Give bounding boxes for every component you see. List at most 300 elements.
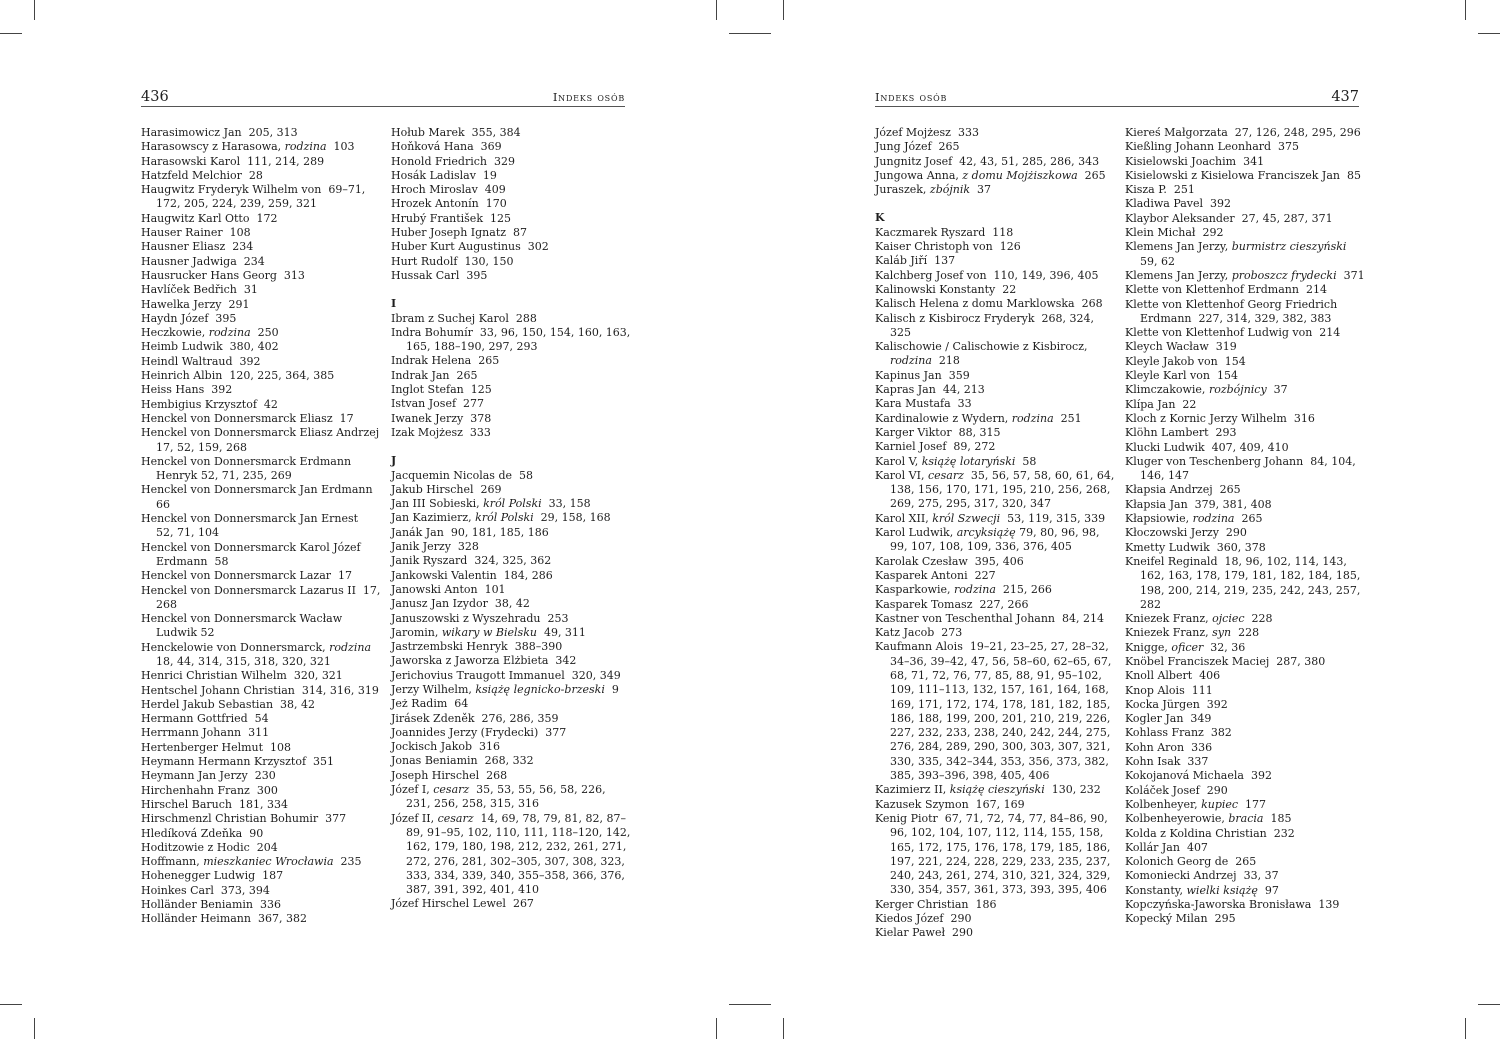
entry-text: Jacquemin Nicolas de 58 [391, 468, 533, 482]
entry-text: Heymann Hermann Krzysztof 351 [141, 755, 335, 769]
entry-pages: 37 [970, 183, 992, 197]
entry-text: Kasparek Antoni 227 [875, 568, 996, 582]
entry-text: Kastner von Teschenthal Johann 84, 214 [875, 611, 1104, 625]
entry-text: Kłapsia Andrzej 265 [1125, 483, 1241, 497]
entry-text: Haugwitz Karl Otto 172 [141, 211, 278, 225]
entry-note: oficer [1171, 640, 1204, 654]
index-entry [391, 155, 631, 169]
entry-text: Józef II, [391, 811, 438, 825]
entry-text: Hrubý František 125 [391, 211, 511, 225]
entry-note: książę lotaryński [921, 454, 1016, 468]
index-entry [875, 155, 1115, 169]
index-column [1125, 126, 1365, 927]
index-entry [1125, 855, 1365, 869]
entry-text: Kłoczowski Jerzy 290 [1125, 526, 1247, 540]
entry-text: Hohenegger Ludwig 187 [141, 869, 284, 883]
entry-text: Jockisch Jakob 316 [391, 740, 501, 754]
entry-pages: 79, 80, 96, 98, 99, 107, 108, 109, 336, 376, 405 [890, 526, 1104, 554]
entry-pages: 37 [1266, 383, 1288, 397]
entry-text: Hembigius Krzysztof 42 [141, 397, 278, 411]
index-entry [875, 412, 1115, 426]
index-entry [875, 926, 1115, 940]
index-entry [141, 612, 381, 641]
index-entry [1125, 140, 1365, 154]
entry-note: rodzina [1011, 411, 1054, 425]
entry-text: Henckel von Donnersmarck Jan Erdmann 66 [141, 483, 380, 511]
entry-text: Hirschmenzl Christian Bohumir 377 [141, 812, 347, 826]
index-entry [1125, 498, 1365, 512]
index-entry [875, 183, 1115, 197]
index-entry [1125, 126, 1365, 140]
index-entry [391, 726, 631, 740]
index-entry [141, 512, 381, 541]
entry-note: cesarz [437, 811, 474, 825]
running-head [141, 86, 625, 107]
entry-text: Harasowski Karol 111, 214, 289 [141, 154, 325, 168]
entry-text: Joseph Hirschel 268 [391, 768, 508, 782]
entry-text: Hausrucker Hans Georg 313 [141, 268, 305, 282]
index-entry [141, 383, 381, 397]
index-entry [1125, 326, 1365, 340]
entry-text: Kalisch z Kisbirocz Fryderyk 268, 324, 325 [875, 311, 1098, 339]
entry-text: Hoffmann, [141, 855, 204, 869]
crop-mark [783, 1018, 784, 1039]
entry-text: Kopczyńska-Jaworska Bronisława 139 [1125, 898, 1340, 912]
entry-text: Janik Jerzy 328 [391, 540, 479, 554]
index-entry [141, 140, 381, 154]
entry-text: Kasparkowie, [875, 583, 955, 597]
entry-note: cesarz [927, 468, 964, 482]
entry-note: król Polski [483, 497, 542, 511]
index-entry [1125, 197, 1365, 211]
entry-pages: 130, 232 [1044, 783, 1101, 797]
entry-text: Jung Józef 265 [875, 140, 960, 154]
index-entry [391, 240, 631, 254]
index-entry [141, 669, 381, 683]
entry-text: Kokojanová Michaela 392 [1125, 769, 1272, 783]
entry-text: Hausner Eliasz 234 [141, 240, 254, 254]
entry-text: Henckel von Donnersmarck Lazar 17 [141, 569, 353, 583]
index-entry [1125, 541, 1365, 555]
index-entry [875, 254, 1115, 268]
index-entry [141, 369, 381, 383]
entry-text: Istvan Josef 277 [391, 397, 485, 411]
left-page [141, 0, 641, 1039]
crop-mark [0, 33, 22, 34]
entry-text: Kazusek Szymon 167, 169 [875, 797, 1025, 811]
index-entry [1125, 612, 1365, 626]
index-column [875, 126, 1118, 941]
index-entry [391, 325, 634, 355]
entry-text: Hurt Rudolf 130, 150 [391, 254, 514, 268]
entry-text: Jerzy Wilhelm, [391, 682, 476, 696]
entry-text: Knigge, [1125, 640, 1172, 654]
index-entry [1125, 169, 1365, 183]
index-entry [1125, 669, 1365, 683]
entry-text: Huber Kurt Augustinus 302 [391, 240, 549, 254]
index-entry [141, 741, 381, 755]
entry-text: Karol V, [875, 454, 922, 468]
entry-text: Kisielowski z Kisielowa Franciszek Jan 85 [1125, 168, 1361, 182]
entry-text: Karol XII, [875, 511, 933, 525]
entry-text: Henrici Christian Wilhelm 320, 321 [141, 669, 343, 683]
entry-text: Karol Ludwik, [875, 526, 957, 540]
index-entry [141, 855, 381, 869]
entry-text: Katz Jacob 273 [875, 626, 963, 640]
entry-text: Hoinkes Carl 373, 394 [141, 883, 270, 897]
index-entry [141, 483, 381, 512]
entry-note: arcyksiążę [956, 526, 1016, 540]
entry-pages: 32, 36 [1203, 640, 1246, 654]
index-entry [391, 497, 631, 511]
entry-text: Holländer Beniamin 336 [141, 898, 281, 912]
entry-text: Henckel von Donnersmarck Eliasz Andrzej 17, 52, 159, 268 [141, 426, 383, 454]
entry-text: Hołub Marek 355, 384 [391, 126, 521, 139]
entry-pages: 265 [1077, 168, 1106, 182]
index-entry [875, 369, 1115, 383]
entry-text: Kniezek Franz, [1125, 626, 1213, 640]
crop-mark [716, 0, 717, 20]
entry-text: Klípa Jan 22 [1125, 397, 1197, 411]
entry-pages: 218 [931, 354, 960, 368]
entry-text: Haugwitz Fryderyk Wilhelm von 69–71, 172, 205, 224, 239, 259, 321 [141, 183, 369, 211]
entry-text: Hermann Gottfried 54 [141, 712, 269, 726]
index-entry [1125, 712, 1365, 726]
index-entry [391, 540, 631, 554]
index-entry [1125, 655, 1365, 669]
index-entry [391, 169, 631, 183]
entry-text: Harasowscy z Harasowa, [141, 140, 285, 154]
index-entry [1125, 912, 1365, 926]
index-entry [141, 312, 381, 326]
entry-pages: 29, 158, 168 [533, 511, 611, 525]
entry-text: Kalinowski Konstanty 22 [875, 282, 1017, 296]
crop-mark [34, 1018, 35, 1039]
entry-text: Kaláb Jiří 137 [875, 254, 956, 268]
entry-text: Kohn Isak 337 [1125, 755, 1209, 769]
crop-mark [783, 0, 784, 20]
entry-text: Kolonich Georg de 265 [1125, 855, 1257, 869]
index-entry [1125, 512, 1365, 526]
entry-note: proboszcz frydecki [1231, 268, 1337, 282]
entry-text: Heiss Hans 392 [141, 383, 233, 397]
index-entry [1125, 269, 1365, 283]
crop-mark [716, 1018, 717, 1039]
index-entry [391, 426, 631, 440]
index-entry [141, 841, 381, 855]
entry-text: Klöhn Lambert 293 [1125, 426, 1237, 440]
index-entry [875, 783, 1115, 797]
entry-text: Kohn Aron 336 [1125, 740, 1213, 754]
crop-mark [0, 1004, 22, 1005]
entry-pages: 53, 119, 315, 339 [1000, 511, 1106, 525]
entry-text: Kolda z Koldina Christian 232 [1125, 826, 1295, 840]
entry-text: Janák Jan 90, 181, 185, 186 [391, 525, 549, 539]
entry-text: Indrak Jan 265 [391, 368, 478, 382]
entry-text: Kohlass Franz 382 [1125, 726, 1232, 740]
index-entry [141, 541, 381, 570]
index-entry [1125, 869, 1365, 883]
index-entry [391, 369, 631, 383]
entry-text: Klimczakowie, [1125, 383, 1209, 397]
index-entry [875, 640, 1115, 783]
index-entry [141, 298, 381, 312]
index-entry [391, 226, 631, 240]
index-entry [1125, 798, 1365, 812]
index-entry [141, 684, 381, 698]
index-entry [391, 269, 631, 283]
entry-text: Janik Ryszard 324, 325, 362 [391, 554, 552, 568]
index-entry [141, 169, 381, 183]
index-entry [875, 140, 1115, 154]
index-entry [141, 784, 381, 798]
entry-text: Kolbenheyerowie, [1125, 812, 1229, 826]
entry-text: Klette von Klettenhof Ludwig von 214 [1125, 326, 1341, 340]
entry-text: Kenig Piotr 67, 71, 72, 74, 77, 84–86, 90, 96, 102, 104, 107, 112, 114, 155, 158, 165, 172, 175, 176, 178, 179, 185, 186, 197, 221, 224, 228, 229, 233, 235, 237, 240, 243, 261, 274, 310, 321, 324, 329, 330, 354, 357, 361, 373, 393, 395, 406 [875, 811, 1114, 897]
index-entry [1125, 340, 1365, 354]
entry-pages: 371 [1336, 268, 1365, 282]
entry-text: Kiedos Józef 290 [875, 912, 972, 926]
section-letter: K [875, 211, 885, 225]
index-entry [391, 654, 631, 668]
index-entry [391, 612, 631, 626]
entry-text: Kolbenheyer, [1125, 797, 1202, 811]
entry-text: Kisza P. 251 [1125, 183, 1195, 197]
entry-text: Jungowa Anna, [875, 168, 963, 182]
entry-text: Ibram z Suchej Karol 288 [391, 311, 537, 325]
index-entry [391, 354, 631, 368]
entry-note: rodzina [208, 326, 251, 340]
index-entry [141, 726, 381, 740]
index-entry [875, 468, 1118, 512]
index-entry [391, 597, 631, 611]
index-entry [391, 626, 631, 640]
index-entry [875, 426, 1115, 440]
index-entry [141, 869, 381, 883]
entry-text: Kłapsiowie, [1125, 512, 1193, 526]
index-entry [141, 455, 381, 484]
index-entry [1125, 626, 1365, 640]
index-entry [1125, 741, 1365, 755]
index-entry [875, 912, 1115, 926]
index-entry [1125, 526, 1365, 540]
entry-note: kupiec [1201, 797, 1239, 811]
crop-mark [729, 33, 771, 34]
index-entry [141, 769, 381, 783]
entry-pages: 14, 69, 78, 79, 81, 82, 87–89, 91–95, 102, 110, 111, 118–120, 142, 162, 179, 180, 198, 212, 232, 261, 271, 272, 276, 281, 302–305, 307, 308, 323, 333, 334, 339, 340, 355–358, 366, 376, 387, 391, 392, 401, 410 [406, 811, 634, 897]
running-head-title: Indeks osób [875, 90, 948, 104]
entry-text: Karniel Josef 89, 272 [875, 440, 996, 454]
entry-text: Hoditzowie z Hodic 204 [141, 840, 278, 854]
entry-text: Kogler Jan 349 [1125, 712, 1212, 726]
index-entry [875, 555, 1115, 569]
index-entry [1125, 884, 1365, 898]
entry-text: Kalchberg Josef von 110, 149, 396, 405 [875, 268, 1099, 282]
index-entry [141, 569, 381, 583]
entry-text: Hauser Rainer 108 [141, 226, 251, 240]
entry-text: Kerger Christian 186 [875, 897, 997, 911]
index-entry [391, 197, 631, 211]
entry-text: Henckel von Donnersmarck Wacław Ludwik 52 [141, 612, 346, 640]
index-entry [875, 626, 1115, 640]
index-entry [1125, 784, 1365, 798]
index-entry [1125, 226, 1365, 240]
entry-text: Kapras Jan 44, 213 [875, 383, 985, 397]
entry-text: Huber Joseph Ignatz 87 [391, 226, 528, 240]
entry-text: Januszowski z Wyszehradu 253 [391, 611, 569, 625]
entry-text: Knoll Albert 406 [1125, 669, 1221, 683]
entry-text: Kalischowie / Calischowie z Kisbirocz, [875, 340, 1091, 354]
entry-text: Iwanek Jerzy 378 [391, 411, 492, 425]
index-entry [1125, 827, 1365, 841]
entry-text: Holländer Heimann 367, 382 [141, 912, 307, 926]
entry-text: Jeż Radim 64 [391, 697, 469, 711]
entry-note: rodzina [1192, 512, 1235, 526]
entry-text: Klette von Klettenhof Erdmann 214 [1125, 283, 1327, 297]
entry-note: bracia [1228, 812, 1264, 826]
entry-text: Kleyle Karl von 154 [1125, 369, 1238, 383]
index-entry [1125, 698, 1365, 712]
entry-text: Kielar Paweł 290 [875, 926, 974, 940]
crop-mark [34, 0, 35, 20]
entry-text: Hoňková Hana 369 [391, 140, 502, 154]
index-entry [1125, 183, 1365, 197]
entry-text: Klemens Jan Jerzy, [1125, 240, 1232, 254]
index-entry [875, 169, 1115, 183]
index-entry [141, 212, 381, 226]
entry-text: Jakub Hirschel 269 [391, 482, 502, 496]
index-entry [141, 755, 381, 769]
index-entry [875, 126, 1115, 140]
index-entry [391, 312, 631, 326]
index-entry [875, 512, 1115, 526]
entry-text: Knop Alois 111 [1125, 683, 1213, 697]
index-entry [391, 712, 631, 726]
index-entry [391, 783, 631, 812]
index-entry [141, 583, 384, 613]
entry-text: Kalisch Helena z domu Marklowska 268 [875, 297, 1103, 311]
entry-note: rodzina [890, 354, 932, 368]
entry-text: Janowski Anton 101 [391, 582, 506, 596]
entry-text: Karol VI, [875, 468, 928, 482]
entry-text: Kladiwa Pavel 392 [1125, 197, 1232, 211]
entry-note: zbójnik [929, 183, 971, 197]
entry-text: Jirásek Zdeněk 276, 286, 359 [391, 711, 559, 725]
entry-text: Heimb Ludwik 380, 402 [141, 340, 279, 354]
entry-text: Havlíček Bedřich 31 [141, 283, 258, 297]
entry-text: Knöbel Franciszek Maciej 287, 380 [1125, 654, 1326, 668]
entry-text: Hausner Jadwiga 234 [141, 254, 265, 268]
entry-note: rozbójnicy [1208, 383, 1267, 397]
page-number: 437 [1331, 89, 1359, 105]
entry-text: Kloch z Kornic Jerzy Wilhelm 316 [1125, 411, 1315, 425]
index-entry [1125, 755, 1365, 769]
entry-text: Józef Hirschel Lewel 267 [391, 897, 534, 911]
entry-text: Janusz Jan Izydor 38, 42 [391, 597, 530, 611]
index-entry [391, 583, 631, 597]
entry-text: Heinrich Albin 120, 225, 364, 385 [141, 369, 335, 383]
index-entry [141, 155, 381, 169]
index-entry [141, 283, 381, 297]
index-entry [141, 884, 381, 898]
entry-text: Henckel von Donnersmarck Erdmann Henryk 52, 71, 235, 269 [141, 454, 355, 483]
running-head-title: Indeks osób [552, 90, 625, 104]
index-entry [391, 397, 631, 411]
entry-pages: 49, 311 [536, 625, 586, 639]
index-entry [391, 640, 631, 654]
index-entry [141, 827, 381, 841]
index-entry [1125, 726, 1365, 740]
index-entry [141, 183, 381, 212]
entry-text: Herrmann Johann 311 [141, 726, 270, 740]
index-entry [391, 569, 631, 583]
entry-pages: 265 [1234, 512, 1263, 526]
index-entry [1125, 441, 1365, 455]
index-entry [1125, 641, 1365, 655]
entry-text: Kaczmarek Ryszard 118 [875, 225, 1014, 239]
entry-note: wikary w Bielsku [441, 625, 537, 639]
entry-pages: 58 [1015, 454, 1037, 468]
index-entry [141, 355, 381, 369]
index-entry [141, 412, 381, 426]
crop-mark [1465, 0, 1466, 20]
index-entry [875, 397, 1115, 411]
entry-text: Klemens Jan Jerzy, [1125, 268, 1232, 282]
index-entry [391, 554, 631, 568]
entry-text: Kleych Wacław 319 [1125, 340, 1237, 354]
page-number: 436 [141, 89, 169, 105]
entry-text: Henckel von Donnersmarck Jan Ernest 52, 71, 104 [141, 512, 366, 540]
entry-text: Józef Mojżesz 333 [875, 126, 979, 139]
entry-text: Jan III Sobieski, [391, 497, 484, 511]
entry-text: Henckel von Donnersmarck Eliasz 17 [141, 411, 354, 425]
index-entry [391, 255, 631, 269]
entry-text: Jerichovius Traugott Immanuel 320, 349 [391, 668, 621, 682]
entry-pages: 250 [250, 326, 279, 340]
crop-mark [1465, 1018, 1466, 1039]
entry-text: Juraszek, [875, 183, 930, 197]
crop-mark [729, 1004, 771, 1005]
entry-text: Hirschel Baruch 181, 334 [141, 797, 288, 811]
entry-text: Hussak Carl 395 [391, 268, 488, 282]
section-letter: I [391, 297, 397, 311]
index-entry [141, 240, 381, 254]
entry-note: książę cieszyński [949, 783, 1045, 797]
index-entry [141, 426, 381, 455]
entry-note: burmistrz cieszyński [1231, 240, 1347, 254]
entry-pages: 97 [1257, 883, 1279, 897]
entry-text: Hentschel Johann Christian 314, 316, 319 [141, 683, 379, 697]
entry-text: Honold Friedrich 329 [391, 154, 515, 168]
entry-text: Izak Mojżesz 333 [391, 425, 491, 439]
entry-text: Hroch Miroslav 409 [391, 183, 506, 197]
entry-text: Jaromin, [391, 625, 442, 639]
entry-text: Kara Mustafa 33 [875, 397, 972, 411]
index-entry [391, 212, 631, 226]
section-letter: J [391, 454, 397, 468]
index-entry [1125, 483, 1365, 497]
entry-text: Jan Kazimierz, [391, 511, 476, 525]
entry-text: Kmetty Ludwik 360, 378 [1125, 540, 1266, 554]
entry-pages: 177 [1238, 797, 1267, 811]
entry-text: Hertenberger Helmut 108 [141, 740, 292, 754]
index-entry [875, 812, 1115, 898]
entry-text: Henckelowie von Donnersmarck, [141, 640, 330, 654]
index-entry [1125, 769, 1365, 783]
index-entry [391, 183, 631, 197]
index-entry [391, 683, 631, 697]
index-entry [141, 912, 381, 926]
